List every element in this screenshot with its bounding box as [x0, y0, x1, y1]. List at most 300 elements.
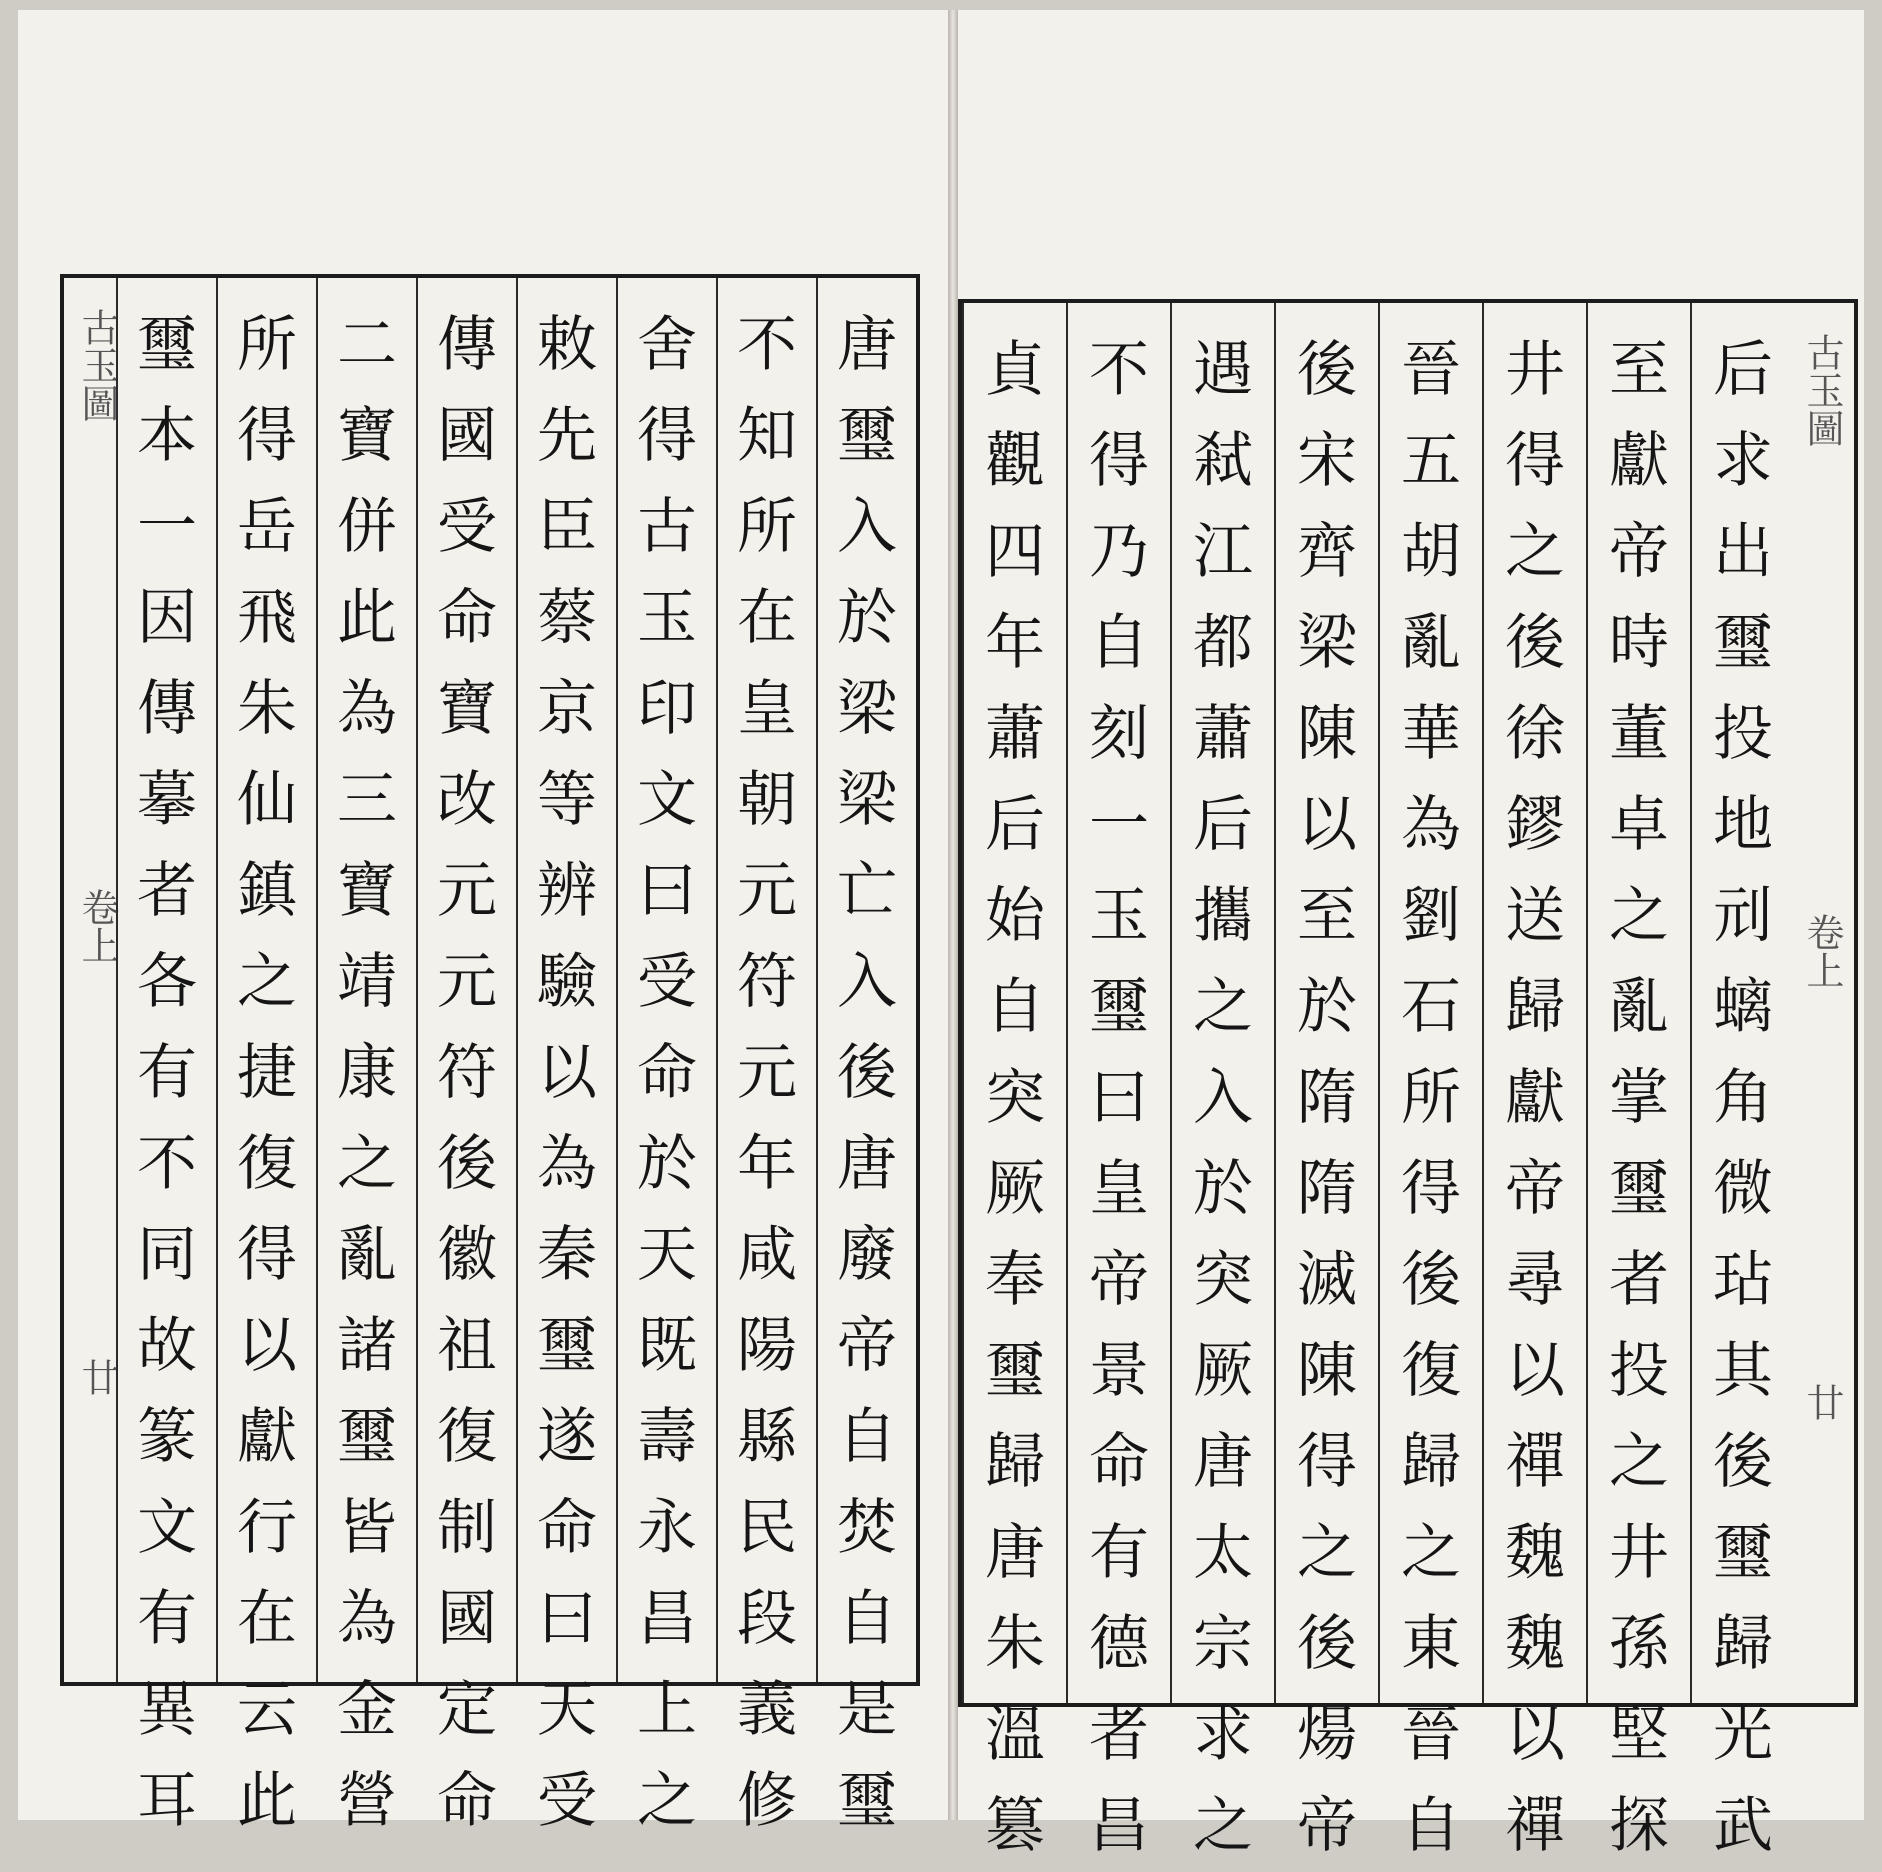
left-character: 摹	[137, 765, 197, 835]
book-gutter	[948, 10, 958, 1820]
right-column	[1274, 303, 1378, 1861]
left-character: 得	[237, 1220, 297, 1290]
right-character: 梁	[1297, 608, 1357, 678]
right-character: 角	[1713, 1063, 1773, 1133]
right-character: 后	[1193, 790, 1253, 860]
left-character: 符	[737, 947, 797, 1017]
left-character: 秦	[537, 1220, 597, 1290]
left-character: 自	[837, 1584, 897, 1654]
right-character: 鏐	[1505, 790, 1565, 860]
left-character: 以	[237, 1311, 297, 1381]
left-character: 康	[337, 1038, 397, 1108]
right-character: 之	[1505, 517, 1565, 587]
right-character: 自	[1089, 608, 1149, 678]
right-character: 晉	[1401, 1700, 1461, 1770]
right-character: 禪	[1505, 1791, 1565, 1861]
left-character: 命	[437, 583, 497, 653]
left-character: 亂	[337, 1220, 397, 1290]
left-character: 云	[237, 1675, 297, 1745]
right-character: 地	[1713, 790, 1773, 860]
right-character: 昌	[1089, 1791, 1149, 1861]
right-character: 后	[985, 790, 1045, 860]
left-character: 是	[837, 1675, 897, 1745]
right-character: 自	[985, 972, 1045, 1042]
left-column	[416, 278, 516, 1836]
right-character: 井	[1505, 335, 1565, 405]
left-character: 蔡	[537, 583, 597, 653]
left-character: 所	[237, 310, 297, 380]
left-character: 併	[337, 492, 397, 562]
left-text-frame	[60, 274, 920, 1836]
right-character: 命	[1089, 1427, 1149, 1497]
right-character: 厥	[1193, 1336, 1253, 1406]
right-character: 得	[1089, 426, 1149, 496]
left-character: 此	[337, 583, 397, 653]
right-character: 璽	[1089, 972, 1149, 1042]
left-character: 陽	[737, 1311, 797, 1381]
right-character: 者	[1089, 1700, 1149, 1770]
right-character: 魏	[1505, 1518, 1565, 1588]
right-character: 始	[985, 881, 1045, 951]
left-character: 寶	[437, 674, 497, 744]
right-character: 武	[1713, 1791, 1773, 1861]
right-character: 陳	[1297, 1336, 1357, 1406]
right-character: 觀	[985, 426, 1045, 496]
right-character: 篡	[985, 1791, 1045, 1861]
left-character: 璽	[137, 310, 197, 380]
left-character: 傳	[137, 674, 197, 744]
right-character: 乃	[1089, 517, 1149, 587]
left-character: 因	[137, 583, 197, 653]
left-character: 元	[437, 856, 497, 926]
left-character: 入	[837, 947, 897, 1017]
left-character: 耳	[137, 1766, 197, 1836]
left-character: 年	[737, 1129, 797, 1199]
right-character: 刻	[1089, 699, 1149, 769]
left-character: 捷	[237, 1038, 297, 1108]
right-character: 胡	[1401, 517, 1461, 587]
right-character: 蕭	[985, 699, 1045, 769]
left-character: 民	[737, 1493, 797, 1563]
right-column	[1170, 303, 1274, 1861]
right-character: 陳	[1297, 699, 1357, 769]
left-character: 亡	[837, 856, 897, 926]
right-character: 至	[1609, 335, 1669, 405]
right-character: 歸	[1505, 972, 1565, 1042]
right-text-frame	[958, 299, 1858, 1861]
left-character: 岳	[237, 492, 297, 562]
left-character: 金	[337, 1675, 397, 1745]
left-character: 玉	[637, 583, 697, 653]
left-character: 皇	[737, 674, 797, 744]
left-character: 天	[537, 1675, 597, 1745]
left-character: 廢	[837, 1220, 897, 1290]
left-character: 故	[137, 1311, 197, 1381]
left-character: 國	[437, 1584, 497, 1654]
left-character: 之	[237, 947, 297, 1017]
left-character: 在	[237, 1584, 297, 1654]
left-character: 元	[437, 947, 497, 1017]
left-character: 先	[537, 401, 597, 471]
left-character: 本	[137, 401, 197, 471]
left-character: 者	[137, 856, 197, 926]
left-character: 所	[737, 492, 797, 562]
right-character: 德	[1089, 1609, 1149, 1679]
right-character: 之	[1609, 881, 1669, 951]
right-character: 宗	[1193, 1609, 1253, 1679]
left-character: 仙	[237, 765, 297, 835]
right-margin-title: 古玉圖	[1800, 333, 1844, 447]
right-character: 獻	[1609, 426, 1669, 496]
right-character: 復	[1401, 1336, 1461, 1406]
right-column	[1482, 303, 1586, 1861]
right-character: 堅	[1609, 1700, 1669, 1770]
right-character: 之	[1609, 1427, 1669, 1497]
right-character: 璽	[985, 1336, 1045, 1406]
right-character: 帝	[1089, 1245, 1149, 1315]
left-character: 以	[537, 1038, 597, 1108]
right-character: 煬	[1297, 1700, 1357, 1770]
right-page	[958, 10, 1864, 1861]
right-character: 禪	[1505, 1427, 1565, 1497]
right-character: 之	[1193, 972, 1253, 1042]
left-character: 唐	[837, 310, 897, 380]
right-character: 后	[1713, 335, 1773, 405]
left-character: 唐	[837, 1129, 897, 1199]
left-character: 昌	[637, 1584, 697, 1654]
right-character: 突	[1193, 1245, 1253, 1315]
right-character: 景	[1089, 1336, 1149, 1406]
right-character: 玉	[1089, 881, 1149, 951]
right-character: 魏	[1505, 1609, 1565, 1679]
left-character: 既	[637, 1311, 697, 1381]
left-character: 徽	[437, 1220, 497, 1290]
right-character: 於	[1193, 1154, 1253, 1224]
right-character: 帝	[1505, 1154, 1565, 1224]
right-character: 送	[1505, 881, 1565, 951]
left-character: 帝	[837, 1311, 897, 1381]
left-character: 靖	[337, 947, 397, 1017]
left-character: 命	[437, 1766, 497, 1836]
left-character: 定	[437, 1675, 497, 1745]
right-character: 自	[1401, 1791, 1461, 1861]
right-character: 得	[1505, 426, 1565, 496]
left-character: 臣	[537, 492, 597, 562]
right-character: 歸	[1713, 1609, 1773, 1679]
right-character: 其	[1713, 1336, 1773, 1406]
left-character: 寶	[337, 401, 397, 471]
right-character: 於	[1297, 972, 1357, 1042]
left-character: 焚	[837, 1493, 897, 1563]
right-character: 宋	[1297, 426, 1357, 496]
right-character: 玷	[1713, 1245, 1773, 1315]
left-character: 諸	[337, 1311, 397, 1381]
right-character: 微	[1713, 1154, 1773, 1224]
left-character: 璽	[837, 1766, 897, 1836]
left-character: 梁	[837, 765, 897, 835]
right-character: 之	[1297, 1518, 1357, 1588]
left-character: 此	[237, 1766, 297, 1836]
right-column	[1066, 303, 1170, 1861]
right-character: 隋	[1297, 1154, 1357, 1224]
left-character: 段	[737, 1584, 797, 1654]
left-character: 璽	[837, 401, 897, 471]
right-character: 卓	[1609, 790, 1669, 860]
left-character: 行	[237, 1493, 297, 1563]
right-character: 滅	[1297, 1245, 1357, 1315]
left-character: 命	[537, 1493, 597, 1563]
right-character: 璽	[1713, 608, 1773, 678]
right-character: 溫	[985, 1700, 1045, 1770]
left-character: 得	[237, 401, 297, 471]
right-character: 璽	[1713, 1518, 1773, 1588]
right-character: 得	[1297, 1427, 1357, 1497]
left-character: 驗	[537, 947, 597, 1017]
left-character: 三	[337, 765, 397, 835]
right-character: 至	[1297, 881, 1357, 951]
left-character: 得	[637, 401, 697, 471]
left-column	[216, 278, 316, 1836]
right-character: 唐	[985, 1518, 1045, 1588]
left-character: 受	[437, 492, 497, 562]
right-character: 曰	[1089, 1063, 1149, 1133]
right-character: 亂	[1401, 608, 1461, 678]
left-column	[716, 278, 816, 1836]
right-character: 年	[985, 608, 1045, 678]
right-character: 厥	[985, 1154, 1045, 1224]
right-character: 後	[1401, 1245, 1461, 1315]
left-character: 曰	[637, 856, 697, 926]
left-character: 於	[637, 1129, 697, 1199]
left-margin-volume: 卷上	[75, 888, 119, 964]
left-character: 後	[437, 1129, 497, 1199]
left-character: 獻	[237, 1402, 297, 1472]
right-character: 探	[1609, 1791, 1669, 1861]
right-character: 奉	[985, 1245, 1045, 1315]
left-character: 之	[637, 1766, 697, 1836]
left-character: 咸	[737, 1220, 797, 1290]
right-character: 劉	[1401, 881, 1461, 951]
left-character: 傳	[437, 310, 497, 380]
right-character: 井	[1609, 1518, 1669, 1588]
right-character: 後	[1505, 608, 1565, 678]
right-character: 光	[1713, 1700, 1773, 1770]
right-character: 蕭	[1193, 699, 1253, 769]
left-character: 鎮	[237, 856, 297, 926]
right-character: 江	[1193, 517, 1253, 587]
right-character: 所	[1401, 1063, 1461, 1133]
left-character: 後	[837, 1038, 897, 1108]
left-character: 為	[537, 1129, 597, 1199]
right-character: 獻	[1505, 1063, 1565, 1133]
right-character: 不	[1089, 335, 1149, 405]
left-character: 二	[337, 310, 397, 380]
right-character: 以	[1297, 790, 1357, 860]
left-character: 在	[737, 583, 797, 653]
right-character: 都	[1193, 608, 1253, 678]
left-character: 縣	[737, 1402, 797, 1472]
right-character: 為	[1401, 790, 1461, 860]
right-character: 投	[1609, 1336, 1669, 1406]
right-character: 太	[1193, 1518, 1253, 1588]
left-character: 為	[337, 674, 397, 744]
right-character: 者	[1609, 1245, 1669, 1315]
left-character: 有	[137, 1584, 197, 1654]
left-character: 不	[137, 1129, 197, 1199]
left-character: 梁	[837, 674, 897, 744]
left-column	[616, 278, 716, 1836]
right-column	[1586, 303, 1690, 1861]
left-character: 復	[237, 1129, 297, 1199]
right-character: 亂	[1609, 972, 1669, 1042]
open-book	[18, 10, 1864, 1861]
right-character: 孫	[1609, 1609, 1669, 1679]
left-character: 一	[137, 492, 197, 562]
right-character: 貞	[985, 335, 1045, 405]
right-character: 突	[985, 1063, 1045, 1133]
left-character: 不	[737, 310, 797, 380]
right-character: 歸	[1401, 1427, 1461, 1497]
left-margin-title: 古玉圖	[75, 308, 119, 422]
right-column	[1378, 303, 1482, 1861]
right-character: 後	[1297, 1609, 1357, 1679]
left-character: 改	[437, 765, 497, 835]
right-character: 四	[985, 517, 1045, 587]
left-character: 文	[637, 765, 697, 835]
right-character: 華	[1401, 699, 1461, 769]
left-character: 義	[737, 1675, 797, 1745]
right-character: 一	[1089, 790, 1149, 860]
left-character: 飛	[237, 583, 297, 653]
left-character: 寶	[337, 856, 397, 926]
left-column	[516, 278, 616, 1836]
left-character: 等	[537, 765, 597, 835]
right-character: 投	[1713, 699, 1773, 769]
left-character: 敕	[537, 310, 597, 380]
right-column	[1690, 303, 1794, 1861]
left-character: 文	[137, 1493, 197, 1563]
right-character: 璽	[1609, 1154, 1669, 1224]
right-character: 弒	[1193, 426, 1253, 496]
right-character: 螭	[1713, 972, 1773, 1042]
left-character: 祖	[437, 1311, 497, 1381]
right-character: 求	[1193, 1700, 1253, 1770]
left-character: 異	[137, 1675, 197, 1745]
left-character: 於	[837, 583, 897, 653]
right-character: 出	[1713, 517, 1773, 587]
left-character: 命	[637, 1038, 697, 1108]
right-margin-volume: 卷上	[1800, 913, 1844, 989]
right-character: 掌	[1609, 1063, 1669, 1133]
left-character: 古	[637, 492, 697, 562]
left-character: 同	[137, 1220, 197, 1290]
left-character: 知	[737, 401, 797, 471]
right-character: 之	[1193, 1791, 1253, 1861]
right-margin-folio: 廿	[1800, 1383, 1844, 1421]
left-character: 天	[637, 1220, 697, 1290]
right-character: 董	[1609, 699, 1669, 769]
right-character: 帝	[1609, 517, 1669, 587]
left-character: 元	[737, 1038, 797, 1108]
right-character: 之	[1401, 1518, 1461, 1588]
left-character: 制	[437, 1493, 497, 1563]
right-character: 得	[1401, 1154, 1461, 1224]
left-column	[116, 278, 216, 1836]
left-character: 皆	[337, 1493, 397, 1563]
right-character: 遇	[1193, 335, 1253, 405]
right-character: 攜	[1193, 881, 1253, 951]
right-character: 刓	[1713, 881, 1773, 951]
left-character: 自	[837, 1402, 897, 1472]
left-character: 修	[737, 1766, 797, 1836]
left-character: 之	[337, 1129, 397, 1199]
right-character: 以	[1505, 1336, 1565, 1406]
left-character: 篆	[137, 1402, 197, 1472]
right-character: 石	[1401, 972, 1461, 1042]
right-character: 五	[1401, 426, 1461, 496]
right-character: 以	[1505, 1700, 1565, 1770]
left-character: 壽	[637, 1402, 697, 1472]
left-character: 曰	[537, 1584, 597, 1654]
left-character: 朱	[237, 674, 297, 744]
right-character: 求	[1713, 426, 1773, 496]
right-character: 後	[1297, 335, 1357, 405]
right-character: 歸	[985, 1427, 1045, 1497]
left-character: 為	[337, 1584, 397, 1654]
right-character: 入	[1193, 1063, 1253, 1133]
left-character: 元	[737, 856, 797, 926]
left-character: 璽	[337, 1402, 397, 1472]
left-character: 營	[337, 1766, 397, 1836]
right-column	[962, 303, 1066, 1861]
left-page	[18, 10, 949, 1836]
left-character: 印	[637, 674, 697, 744]
left-character: 各	[137, 947, 197, 1017]
right-character: 東	[1401, 1609, 1461, 1679]
left-character: 璽	[537, 1311, 597, 1381]
left-character: 舍	[637, 310, 697, 380]
right-character: 晉	[1401, 335, 1461, 405]
left-character: 永	[637, 1493, 697, 1563]
left-character: 辨	[537, 856, 597, 926]
left-character: 朝	[737, 765, 797, 835]
right-character: 唐	[1193, 1427, 1253, 1497]
left-character: 受	[637, 947, 697, 1017]
left-character: 遂	[537, 1402, 597, 1472]
right-character: 後	[1713, 1427, 1773, 1497]
left-column	[316, 278, 416, 1836]
left-character: 受	[537, 1766, 597, 1836]
right-character: 朱	[985, 1609, 1045, 1679]
right-character: 徐	[1505, 699, 1565, 769]
right-character: 隋	[1297, 1063, 1357, 1133]
right-character: 帝	[1297, 1791, 1357, 1861]
left-character: 國	[437, 401, 497, 471]
left-character: 復	[437, 1402, 497, 1472]
left-character: 有	[137, 1038, 197, 1108]
right-character: 有	[1089, 1518, 1149, 1588]
right-character: 齊	[1297, 517, 1357, 587]
left-character: 符	[437, 1038, 497, 1108]
right-character: 皇	[1089, 1154, 1149, 1224]
left-column	[816, 278, 916, 1836]
left-margin-folio: 廿	[75, 1358, 119, 1396]
left-character: 上	[637, 1675, 697, 1745]
right-character: 時	[1609, 608, 1669, 678]
right-character: 尋	[1505, 1245, 1565, 1315]
left-character: 入	[837, 492, 897, 562]
left-character: 京	[537, 674, 597, 744]
